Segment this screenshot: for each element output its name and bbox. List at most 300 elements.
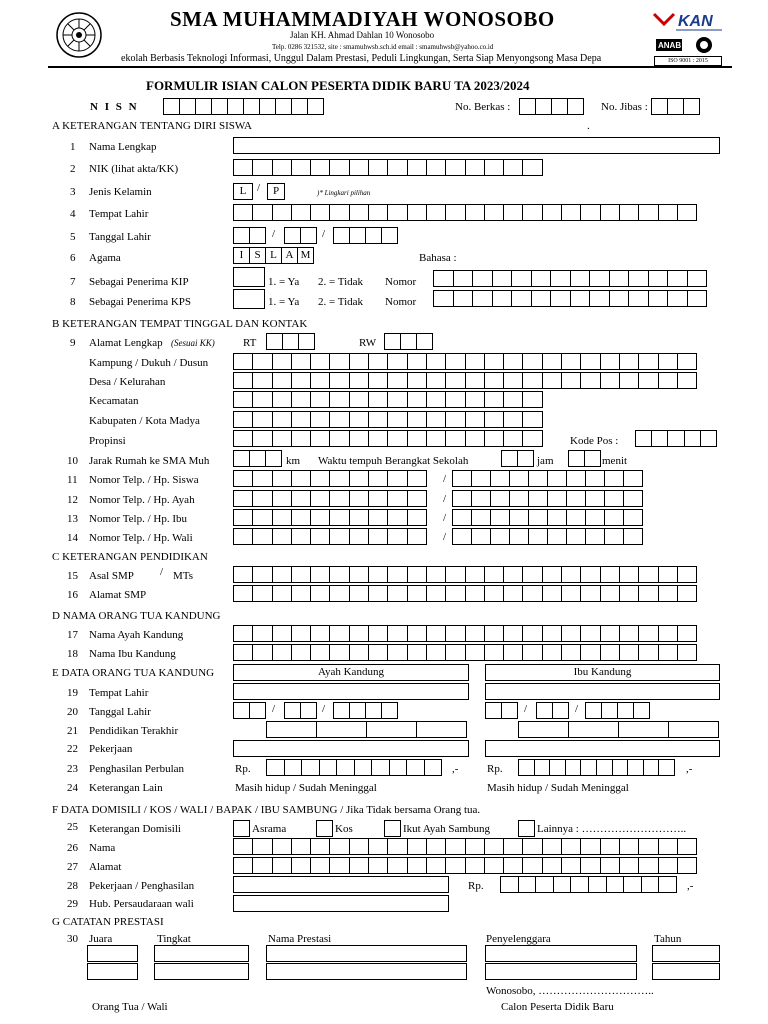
box-cell[interactable]: [407, 411, 427, 428]
box-cell[interactable]: [366, 721, 417, 738]
input-telp-wali-2[interactable]: [452, 528, 642, 545]
box-cell[interactable]: [619, 566, 639, 583]
box-cell[interactable]: [677, 585, 697, 602]
input-ayah-pekerjaan[interactable]: [233, 740, 469, 757]
box-cell[interactable]: [638, 353, 658, 370]
box-cell[interactable]: [528, 490, 548, 507]
box-cell[interactable]: [416, 721, 467, 738]
box-cell[interactable]: [566, 509, 586, 526]
box-cell[interactable]: [638, 204, 658, 221]
box-cell[interactable]: [368, 625, 388, 642]
box-cell[interactable]: [567, 98, 584, 115]
box-cell[interactable]: [387, 585, 407, 602]
box-cell[interactable]: [677, 353, 697, 370]
box-cell[interactable]: [349, 470, 369, 487]
box-cell[interactable]: [542, 625, 562, 642]
box-cell[interactable]: [522, 372, 542, 389]
box-cell[interactable]: [503, 204, 523, 221]
box-cell[interactable]: [310, 509, 330, 526]
box-cell[interactable]: [298, 333, 315, 350]
box-cell[interactable]: [638, 625, 658, 642]
box-cell[interactable]: [658, 857, 678, 874]
input-tingkat-2[interactable]: [154, 963, 249, 980]
box-cell[interactable]: [547, 490, 567, 507]
box-cell[interactable]: [407, 625, 427, 642]
box-cell[interactable]: [677, 857, 697, 874]
box-cell[interactable]: [542, 857, 562, 874]
input-tanggal-lahir-day[interactable]: [233, 227, 265, 244]
box-cell[interactable]: [484, 644, 504, 661]
box-cell[interactable]: [329, 585, 349, 602]
box-cell[interactable]: [387, 625, 407, 642]
box-cell[interactable]: [503, 644, 523, 661]
box-cell[interactable]: [517, 450, 534, 467]
box-cell[interactable]: [589, 290, 610, 307]
box-cell[interactable]: [387, 838, 407, 855]
box-cell[interactable]: [484, 411, 504, 428]
box-cell[interactable]: [651, 98, 668, 115]
box-cell[interactable]: [509, 470, 529, 487]
box-cell[interactable]: [349, 509, 369, 526]
box-cell[interactable]: [400, 333, 417, 350]
box-cell[interactable]: [291, 838, 311, 855]
box-cell[interactable]: [570, 270, 591, 287]
box-cell[interactable]: [426, 353, 446, 370]
box-cell[interactable]: [272, 585, 292, 602]
box-cell[interactable]: [503, 411, 523, 428]
box-cell[interactable]: [522, 566, 542, 583]
box-cell[interactable]: [619, 585, 639, 602]
box-cell[interactable]: [445, 857, 465, 874]
box-cell[interactable]: [623, 876, 642, 893]
box-cell[interactable]: [426, 430, 446, 447]
box-cell[interactable]: [349, 566, 369, 583]
no-jibas-boxes[interactable]: [651, 98, 699, 115]
box-cell[interactable]: [349, 528, 369, 545]
input-tahun-1[interactable]: [652, 945, 720, 962]
box-cell[interactable]: [509, 528, 529, 545]
box-cell[interactable]: [445, 372, 465, 389]
checkbox-lainnya[interactable]: [518, 820, 535, 837]
box-cell[interactable]: [531, 270, 552, 287]
box-cell[interactable]: [658, 644, 678, 661]
box-cell[interactable]: [465, 159, 485, 176]
box-cell[interactable]: [518, 876, 537, 893]
box-cell[interactable]: [368, 509, 388, 526]
box-cell[interactable]: [635, 430, 652, 447]
box-cell[interactable]: [484, 585, 504, 602]
box-cell[interactable]: [368, 857, 388, 874]
box-cell[interactable]: [233, 509, 253, 526]
box-cell[interactable]: [387, 857, 407, 874]
box-cell[interactable]: [522, 625, 542, 642]
box-cell[interactable]: [561, 566, 581, 583]
box-cell[interactable]: [700, 430, 717, 447]
box-cell[interactable]: [233, 644, 253, 661]
box-cell[interactable]: [272, 411, 292, 428]
box-cell[interactable]: [272, 490, 292, 507]
box-cell[interactable]: [566, 528, 586, 545]
box-cell[interactable]: [233, 857, 253, 874]
box-cell[interactable]: [291, 625, 311, 642]
box-cell[interactable]: [503, 625, 523, 642]
box-cell[interactable]: [465, 391, 485, 408]
box-cell[interactable]: [310, 528, 330, 545]
box-cell[interactable]: [252, 204, 272, 221]
box-cell[interactable]: [272, 566, 292, 583]
box-cell[interactable]: [233, 372, 253, 389]
box-cell[interactable]: [522, 204, 542, 221]
box-cell[interactable]: [585, 490, 605, 507]
box-cell[interactable]: [472, 270, 493, 287]
box-cell[interactable]: [252, 353, 272, 370]
box-cell[interactable]: [561, 838, 581, 855]
box-cell[interactable]: [600, 372, 620, 389]
box-cell[interactable]: [600, 838, 620, 855]
box-cell[interactable]: [291, 509, 311, 526]
input-penyelenggara-1[interactable]: [485, 945, 637, 962]
box-cell[interactable]: [465, 857, 485, 874]
box-cell[interactable]: [677, 625, 697, 642]
box-cell[interactable]: [683, 98, 700, 115]
box-cell[interactable]: [407, 159, 427, 176]
box-cell[interactable]: [638, 372, 658, 389]
box-cell[interactable]: [490, 490, 510, 507]
box-cell[interactable]: [553, 876, 572, 893]
input-jarak[interactable]: [233, 450, 281, 467]
box-cell[interactable]: [658, 585, 678, 602]
box-cell[interactable]: [407, 857, 427, 874]
box-cell[interactable]: [252, 509, 272, 526]
box-cell[interactable]: [687, 270, 708, 287]
box-cell[interactable]: [349, 353, 369, 370]
box-cell[interactable]: [266, 759, 285, 776]
box-cell[interactable]: [387, 644, 407, 661]
box-cell[interactable]: [406, 759, 425, 776]
box-cell[interactable]: [407, 644, 427, 661]
box-cell[interactable]: [588, 876, 607, 893]
box-cell[interactable]: [407, 490, 427, 507]
box-cell[interactable]: [368, 566, 388, 583]
box-cell[interactable]: [445, 838, 465, 855]
box-cell[interactable]: [677, 372, 697, 389]
box-cell[interactable]: [585, 702, 602, 719]
box-cell[interactable]: [445, 353, 465, 370]
box-cell[interactable]: [503, 585, 523, 602]
box-cell[interactable]: [600, 857, 620, 874]
box-cell[interactable]: [433, 290, 454, 307]
input-f-penghasilan[interactable]: [500, 876, 676, 893]
box-cell[interactable]: [501, 702, 518, 719]
box-cell[interactable]: [503, 372, 523, 389]
box-cell[interactable]: [291, 470, 311, 487]
box-cell[interactable]: [233, 204, 253, 221]
input-menit[interactable]: [568, 450, 600, 467]
box-cell[interactable]: [307, 98, 324, 115]
input-f-alamat[interactable]: [233, 857, 696, 874]
box-cell[interactable]: [522, 857, 542, 874]
box-cell[interactable]: [531, 290, 552, 307]
box-cell[interactable]: [619, 838, 639, 855]
box-cell[interactable]: [580, 625, 600, 642]
box-cell[interactable]: [580, 644, 600, 661]
box-cell[interactable]: [471, 470, 491, 487]
box-cell[interactable]: [272, 204, 292, 221]
box-cell[interactable]: [329, 838, 349, 855]
box-cell[interactable]: [310, 566, 330, 583]
box-cell[interactable]: [687, 290, 708, 307]
box-cell[interactable]: [677, 204, 697, 221]
box-cell[interactable]: [600, 566, 620, 583]
input-ibu-tgl-year[interactable]: [585, 702, 649, 719]
box-cell[interactable]: [272, 625, 292, 642]
box-cell[interactable]: [252, 430, 272, 447]
box-cell[interactable]: [565, 759, 582, 776]
box-cell[interactable]: [272, 159, 292, 176]
box-cell[interactable]: [252, 159, 272, 176]
box-cell[interactable]: [272, 372, 292, 389]
box-cell[interactable]: [301, 759, 320, 776]
box-cell[interactable]: [319, 759, 338, 776]
box-cell[interactable]: [445, 625, 465, 642]
box-cell[interactable]: [272, 838, 292, 855]
box-cell[interactable]: [349, 490, 369, 507]
box-cell[interactable]: [433, 270, 454, 287]
box-cell[interactable]: [452, 470, 472, 487]
box-cell[interactable]: [291, 98, 308, 115]
box-cell[interactable]: [522, 353, 542, 370]
box-cell[interactable]: [349, 372, 369, 389]
box-cell[interactable]: [233, 566, 253, 583]
box-cell[interactable]: [623, 528, 643, 545]
box-cell[interactable]: [628, 270, 649, 287]
box-cell[interactable]: [407, 372, 427, 389]
box-cell[interactable]: [619, 857, 639, 874]
box-cell[interactable]: [492, 270, 513, 287]
box-cell[interactable]: [566, 470, 586, 487]
box-cell[interactable]: [329, 625, 349, 642]
box-cell[interactable]: [542, 566, 562, 583]
box-cell[interactable]: [300, 702, 317, 719]
box-cell[interactable]: [609, 270, 630, 287]
box-cell[interactable]: [465, 353, 485, 370]
box-cell[interactable]: [638, 857, 658, 874]
box-cell[interactable]: [600, 353, 620, 370]
input-kps-choice[interactable]: [233, 289, 265, 309]
box-cell[interactable]: [522, 391, 542, 408]
box-cell[interactable]: [534, 759, 551, 776]
box-cell[interactable]: [518, 721, 569, 738]
input-juara-1[interactable]: [87, 945, 138, 962]
box-cell[interactable]: [619, 644, 639, 661]
box-cell[interactable]: [387, 470, 407, 487]
box-cell[interactable]: [604, 509, 624, 526]
box-cell[interactable]: [336, 759, 355, 776]
box-cell[interactable]: [580, 372, 600, 389]
box-cell[interactable]: [233, 430, 253, 447]
box-cell[interactable]: [500, 876, 519, 893]
box-cell[interactable]: [284, 702, 301, 719]
box-cell[interactable]: [503, 857, 523, 874]
box-cell[interactable]: [522, 585, 542, 602]
box-cell[interactable]: [272, 470, 292, 487]
box-cell[interactable]: [658, 353, 678, 370]
box-cell[interactable]: [368, 204, 388, 221]
box-cell[interactable]: [387, 430, 407, 447]
box-cell[interactable]: [551, 98, 568, 115]
box-cell[interactable]: [535, 876, 554, 893]
box-cell[interactable]: [484, 353, 504, 370]
box-cell[interactable]: [387, 372, 407, 389]
box-cell[interactable]: [658, 566, 678, 583]
box-cell[interactable]: [638, 644, 658, 661]
box-cell[interactable]: [638, 566, 658, 583]
box-cell[interactable]: [465, 372, 485, 389]
box-cell[interactable]: [426, 411, 446, 428]
box-cell[interactable]: [561, 204, 581, 221]
box-cell[interactable]: [522, 159, 542, 176]
box-cell[interactable]: [371, 759, 390, 776]
box-cell[interactable]: [316, 721, 367, 738]
box-cell[interactable]: [426, 857, 446, 874]
box-cell[interactable]: [580, 204, 600, 221]
box-cell[interactable]: [368, 430, 388, 447]
box-cell[interactable]: [452, 490, 472, 507]
input-ibu-pendidikan[interactable]: [518, 721, 718, 738]
box-cell[interactable]: [584, 450, 601, 467]
box-cell[interactable]: [407, 838, 427, 855]
input-kodepos[interactable]: [635, 430, 716, 447]
box-cell[interactable]: [368, 391, 388, 408]
box-cell[interactable]: [291, 585, 311, 602]
box-cell[interactable]: [291, 857, 311, 874]
box-cell[interactable]: [667, 290, 688, 307]
box-cell[interactable]: [627, 759, 644, 776]
input-telp-ayah-2[interactable]: [452, 490, 642, 507]
box-cell[interactable]: [349, 644, 369, 661]
box-cell[interactable]: [233, 411, 253, 428]
box-cell[interactable]: [407, 391, 427, 408]
box-cell[interactable]: [484, 838, 504, 855]
box-cell[interactable]: [604, 490, 624, 507]
box-cell[interactable]: [300, 227, 317, 244]
box-cell[interactable]: [272, 391, 292, 408]
box-cell[interactable]: [585, 470, 605, 487]
box-cell[interactable]: [249, 450, 266, 467]
box-cell[interactable]: [648, 270, 669, 287]
input-nama-ayah[interactable]: [233, 625, 696, 642]
box-cell[interactable]: [272, 430, 292, 447]
input-rw[interactable]: [384, 333, 432, 350]
input-telp-siswa-2[interactable]: [452, 470, 642, 487]
box-cell[interactable]: [445, 159, 465, 176]
box-cell[interactable]: [522, 430, 542, 447]
input-ayah-tgl-month[interactable]: [284, 702, 316, 719]
box-cell[interactable]: [387, 391, 407, 408]
box-cell[interactable]: [329, 391, 349, 408]
input-prestasi-1[interactable]: [266, 945, 467, 962]
input-juara-2[interactable]: [87, 963, 138, 980]
box-cell[interactable]: [349, 585, 369, 602]
box-cell[interactable]: [291, 430, 311, 447]
checkbox-asrama[interactable]: [233, 820, 250, 837]
box-cell[interactable]: [542, 838, 562, 855]
box-cell[interactable]: [465, 838, 485, 855]
box-cell[interactable]: [638, 838, 658, 855]
box-cell[interactable]: [284, 759, 303, 776]
input-ayah-pendidikan[interactable]: [266, 721, 466, 738]
box-cell[interactable]: [600, 625, 620, 642]
input-nama-lengkap[interactable]: [233, 137, 720, 154]
box-cell[interactable]: [163, 98, 180, 115]
box-cell[interactable]: [668, 721, 719, 738]
input-kabupaten[interactable]: [233, 411, 542, 428]
input-kecamatan[interactable]: [233, 391, 542, 408]
box-cell[interactable]: [542, 204, 562, 221]
input-desa[interactable]: [233, 372, 696, 389]
box-cell[interactable]: [511, 290, 532, 307]
box-cell[interactable]: [528, 528, 548, 545]
box-cell[interactable]: [484, 204, 504, 221]
box-cell[interactable]: [329, 509, 349, 526]
box-cell[interactable]: [233, 838, 253, 855]
box-cell[interactable]: [368, 490, 388, 507]
box-cell[interactable]: [368, 528, 388, 545]
box-cell[interactable]: [349, 391, 369, 408]
box-cell[interactable]: [485, 702, 502, 719]
box-cell[interactable]: [233, 528, 253, 545]
box-cell[interactable]: [658, 372, 678, 389]
box-cell[interactable]: [233, 702, 250, 719]
box-cell[interactable]: [426, 391, 446, 408]
box-cell[interactable]: [272, 644, 292, 661]
input-ibu-penghasilan[interactable]: [518, 759, 674, 776]
box-cell[interactable]: [329, 353, 349, 370]
box-cell[interactable]: [310, 490, 330, 507]
box-cell[interactable]: [349, 411, 369, 428]
no-berkas-boxes[interactable]: [519, 98, 583, 115]
box-cell[interactable]: [445, 430, 465, 447]
box-cell[interactable]: [465, 430, 485, 447]
box-cell[interactable]: [465, 566, 485, 583]
box-cell[interactable]: [600, 644, 620, 661]
box-cell[interactable]: [310, 470, 330, 487]
box-cell[interactable]: [606, 876, 625, 893]
input-propinsi[interactable]: [233, 430, 542, 447]
box-cell[interactable]: [349, 838, 369, 855]
box-cell[interactable]: [272, 353, 292, 370]
box-cell[interactable]: [233, 391, 253, 408]
box-cell[interactable]: [381, 702, 398, 719]
checkbox-ikut[interactable]: [384, 820, 401, 837]
box-cell[interactable]: [445, 566, 465, 583]
box-cell[interactable]: [547, 528, 567, 545]
box-cell[interactable]: [284, 227, 301, 244]
box-cell[interactable]: [291, 411, 311, 428]
input-agama[interactable]: [233, 247, 313, 264]
box-cell[interactable]: [368, 585, 388, 602]
box-cell[interactable]: [329, 430, 349, 447]
box-cell[interactable]: [535, 98, 552, 115]
box-cell[interactable]: [310, 391, 330, 408]
box-cell[interactable]: [368, 838, 388, 855]
box-cell[interactable]: [252, 490, 272, 507]
box-cell[interactable]: [407, 204, 427, 221]
box-cell[interactable]: [580, 353, 600, 370]
box-cell[interactable]: [333, 227, 350, 244]
input-tingkat-1[interactable]: [154, 945, 249, 962]
box-cell[interactable]: [365, 702, 382, 719]
